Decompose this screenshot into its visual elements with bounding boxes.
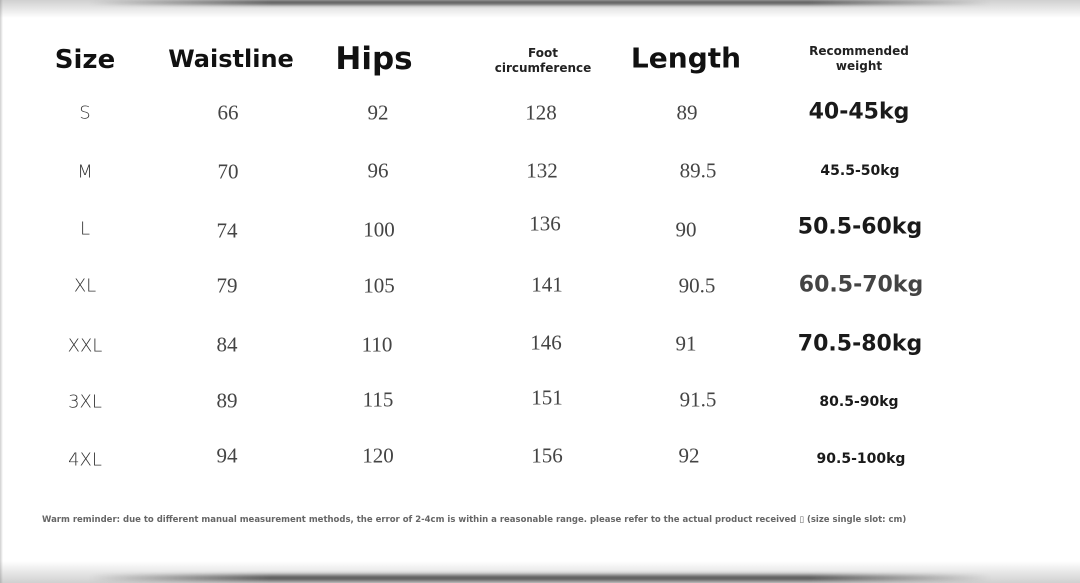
- row-xxl-length: 91: [675, 331, 697, 356]
- header-foot-circumference: [495, 46, 592, 76]
- header-length: Length: [630, 41, 742, 75]
- row-4xl-hips: 120: [362, 443, 394, 468]
- row-s-hips: 92: [367, 100, 389, 125]
- row-3xl-weight: 80.5-90kg: [819, 394, 899, 410]
- row-m-hips: 96: [367, 158, 389, 183]
- row-4xl-length: 92: [678, 443, 700, 468]
- row-s-weight: 40-45kg: [808, 99, 910, 125]
- frame-edge: [0, 0, 3, 583]
- row-s-size: S: [79, 102, 91, 124]
- header-foot-line2: circumference: [494, 61, 592, 75]
- row-l-waistline: 74: [216, 218, 238, 243]
- row-3xl-foot: 151: [531, 385, 563, 410]
- row-xxl-size: XXL: [67, 335, 103, 357]
- row-xxl-hips: 110: [361, 332, 393, 357]
- row-s-waistline: 66: [217, 100, 239, 125]
- row-m-length: 89.5: [679, 158, 717, 183]
- header-recommended-weight: [809, 44, 909, 74]
- header-hips: Hips: [335, 41, 413, 77]
- row-s-foot: 128: [525, 100, 557, 125]
- top-shadow-divider: [0, 0, 1080, 18]
- row-m-size: M: [77, 161, 93, 183]
- row-xxl-waistline: 84: [216, 332, 238, 357]
- row-3xl-waistline: 89: [216, 388, 238, 413]
- header-weight-line2: weight: [835, 59, 883, 73]
- row-l-foot: 136: [529, 211, 561, 236]
- row-3xl-size: 3XL: [68, 391, 102, 413]
- row-m-foot: 132: [526, 158, 558, 183]
- row-l-size: L: [79, 218, 91, 240]
- row-xl-foot: 141: [531, 272, 563, 297]
- row-4xl-waistline: 94: [216, 443, 238, 468]
- row-4xl-size: 4XL: [68, 449, 102, 471]
- row-xl-waistline: 79: [216, 273, 238, 298]
- header-foot-line1: Foot: [528, 46, 558, 60]
- row-4xl-weight: 90.5-100kg: [816, 451, 906, 467]
- header-waistline: Waistline: [168, 45, 294, 73]
- row-l-weight: 50.5-60kg: [797, 214, 923, 240]
- row-xl-hips: 105: [363, 273, 395, 298]
- row-l-hips: 100: [363, 217, 395, 242]
- row-m-waistline: 70: [217, 159, 239, 184]
- row-3xl-length: 91.5: [679, 387, 717, 412]
- warm-reminder-note: Warm reminder: due to different manual measurement methods, the error of 2-4cm is within a reasonable range. please refer to the actual product received ▯ (size single slot: cm): [42, 515, 907, 525]
- row-l-length: 90: [675, 217, 697, 242]
- row-xl-weight: 60.5-70kg: [798, 272, 924, 298]
- header-size: Size: [54, 45, 116, 75]
- row-s-length: 89: [676, 100, 698, 125]
- row-xxl-foot: 146: [530, 330, 562, 355]
- row-3xl-hips: 115: [362, 387, 394, 412]
- row-m-weight: 45.5-50kg: [820, 163, 900, 179]
- row-4xl-foot: 156: [531, 443, 563, 468]
- row-xl-length: 90.5: [678, 273, 716, 298]
- row-xl-size: XL: [73, 275, 97, 297]
- bottom-shadow-divider: [0, 561, 1080, 583]
- row-xxl-weight: 70.5-80kg: [797, 331, 923, 357]
- header-weight-line1: Recommended: [809, 44, 909, 58]
